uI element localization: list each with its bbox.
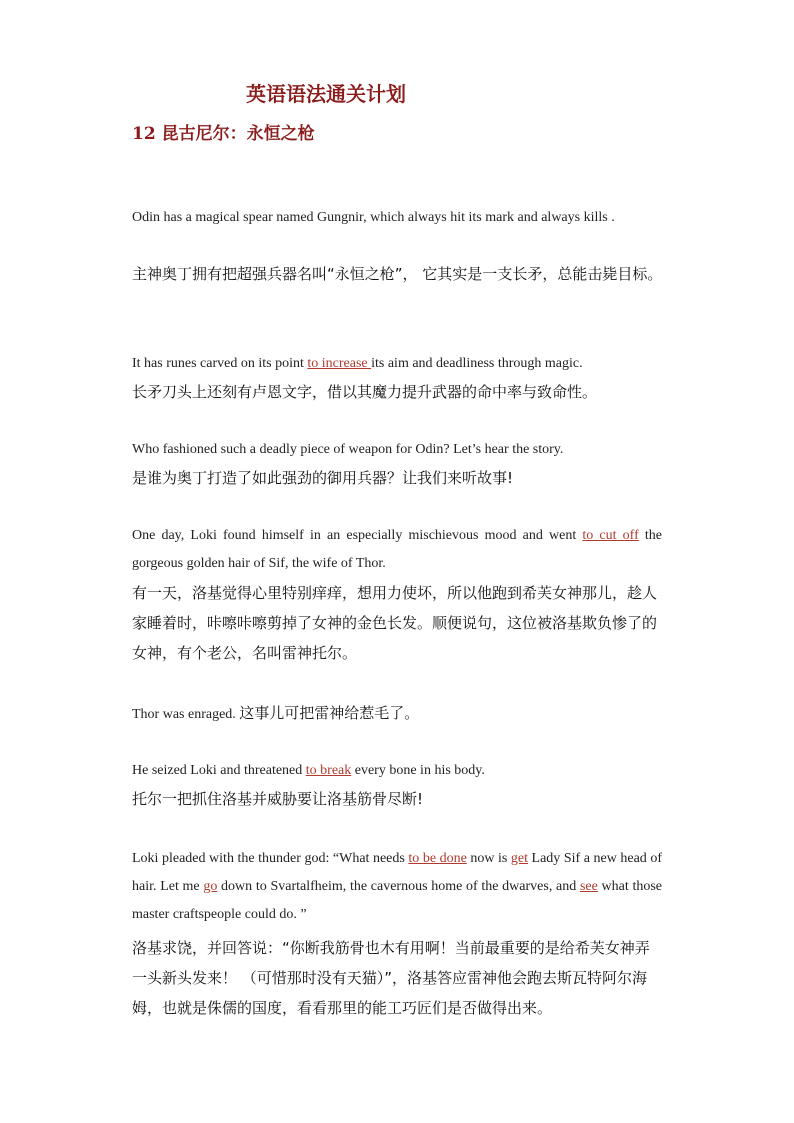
grammar-highlight: see bbox=[579, 879, 598, 894]
grammar-highlight: go bbox=[203, 879, 218, 894]
paragraph-5 bbox=[132, 699, 662, 729]
paragraph-6-english bbox=[132, 757, 662, 785]
text-segment: Lady Sif a new head of hair. Let me bbox=[132, 851, 662, 894]
document-title: 英语语法通关计划 bbox=[246, 82, 406, 106]
text-segment: down to Svartalfheim, the cavernous home of the dwarves, and bbox=[217, 879, 580, 894]
paragraph-4-english bbox=[132, 522, 662, 578]
text-segment: now is bbox=[466, 851, 511, 866]
paragraph-1-chinese: 主神奥丁拥有把超强兵器名叫“永恒之枪”， 它其实是一支长矛，总能击毙目标。 bbox=[132, 265, 663, 283]
text-segment: Thor was enraged. bbox=[132, 707, 240, 722]
grammar-highlight: to be done bbox=[408, 851, 467, 866]
text-segment: One day, Loki found himself in an especially mischievous mood and went bbox=[132, 528, 583, 543]
chapter-title: 12 昆古尼尔：永恒之枪 bbox=[132, 124, 315, 144]
text-segment: the gorgeous golden hair of Sif, the wife of Thor. bbox=[132, 528, 662, 571]
paragraph-7-english bbox=[132, 845, 662, 929]
text-segment: Loki pleaded with the thunder god: “What needs bbox=[132, 851, 409, 866]
paragraph-3-english: Who fashioned such a deadly piece of weapon for Odin? Let’s hear the story. bbox=[132, 442, 564, 457]
paragraph-3-chinese: 是谁为奥丁打造了如此强劲的御用兵器？让我们来听故事! bbox=[132, 469, 514, 487]
inline-chinese: 这事儿可把雷神给惹毛了。 bbox=[239, 704, 420, 722]
paragraph-4-chinese: 有一天，洛基觉得心里特别痒痒，想用力使坏，所以他跑到希芙女神那儿，趁人家睡着时，咔嚓咔嚓剪掉了女神的金色长发。顺便说句，这位被洛基欺负惨了的女神，有个老公，名叫雷神托尔。 bbox=[132, 584, 658, 662]
paragraph-6-chinese: 托尔一把抓住洛基并威胁要让洛基筋骨尽断! bbox=[132, 790, 424, 808]
grammar-highlight: to cut off bbox=[582, 528, 639, 543]
text-segment: what those master craftspeople could do. ” bbox=[132, 879, 662, 922]
paragraph-2-chinese: 长矛刀头上还刻有卢恩文字，借以其魔力提升武器的命中率与致命性。 bbox=[132, 383, 598, 401]
text-segment: its aim and deadliness through magic. bbox=[371, 356, 583, 371]
paragraph-7-chinese: 洛基求饶，并回答说：“你断我筋骨也木有用啊！当前最重要的是给希芙女神弄一头新头发来！ （可惜那时没有天猫）”，洛基答应雷神他会跑去斯瓦特阿尔海姆，也就是侏儒的国度，看看那里的能工巧匠们是否做得出来。 bbox=[132, 939, 650, 1017]
text-segment: every bone in his body. bbox=[351, 763, 485, 778]
grammar-highlight: to break bbox=[305, 763, 352, 778]
grammar-highlight: get bbox=[510, 851, 528, 866]
text-segment: It has runes carved on its point bbox=[132, 356, 308, 371]
paragraph-1-english: Odin has a magical spear named Gungnir, which always hit its mark and always kills . bbox=[132, 210, 615, 225]
paragraph-2-english bbox=[132, 350, 662, 378]
text-segment: He seized Loki and threatened bbox=[132, 763, 306, 778]
grammar-highlight: to increase bbox=[307, 356, 372, 371]
